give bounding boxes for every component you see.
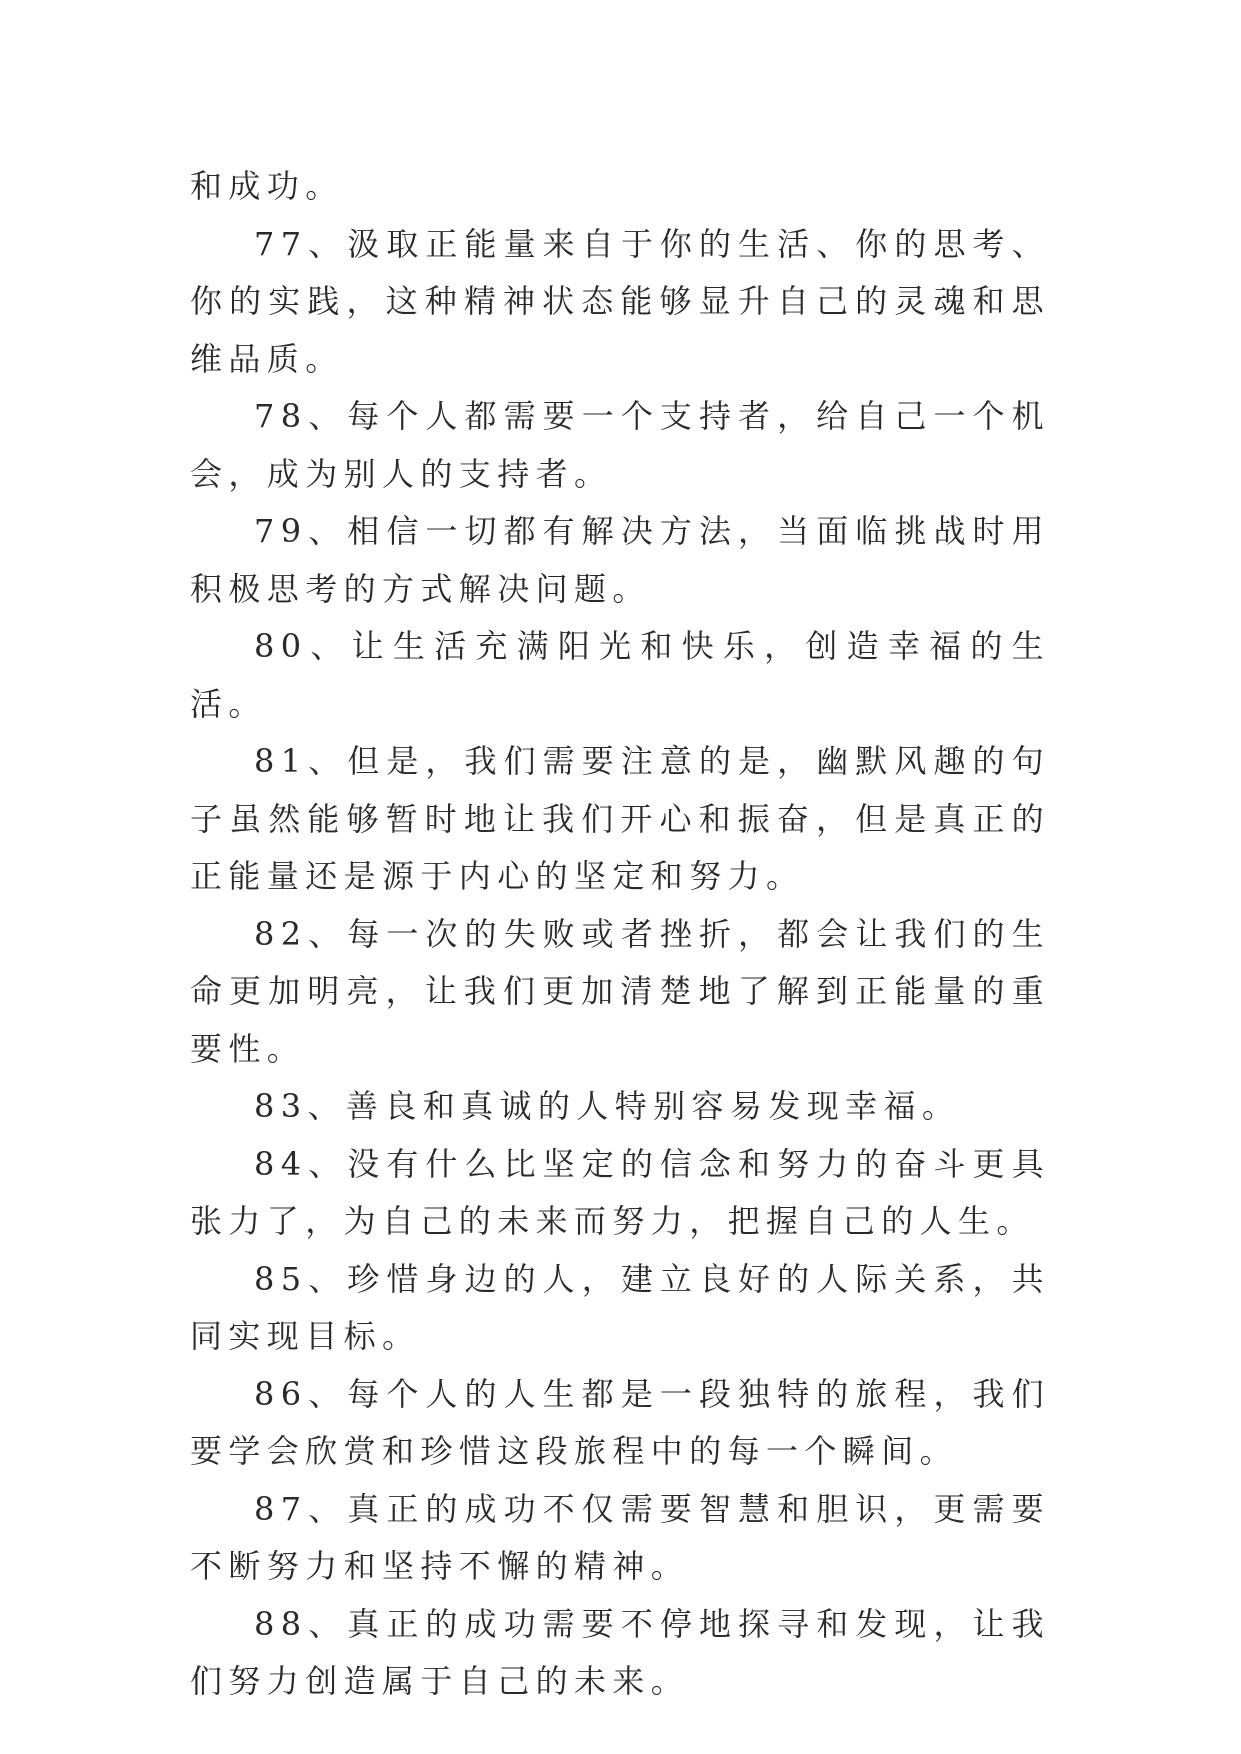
paragraph-83: 83、善良和真诚的人特别容易发现幸福。 <box>254 1087 961 1125</box>
paragraph-84: 84、没有什么比坚定的信念和努力的奋斗更具张力了，为自己的未来而努力，把握自己的人生。 <box>190 1144 1050 1240</box>
paragraph-78: 78、每个人都需要一个支持者，给自己一个机会，成为别人的支持者。 <box>190 397 1050 493</box>
paragraph-continuation: 和成功。 <box>190 167 344 205</box>
paragraph-87: 87、真正的成功不仅需要智慧和胆识，更需要不断努力和坚持不懈的精神。 <box>190 1489 1050 1585</box>
paragraph-80: 80、让生活充满阳光和快乐，创造幸福的生活。 <box>190 627 1050 723</box>
paragraph-88: 88、真正的成功需要不停地探寻和发现，让我们努力创造属于自己的未来。 <box>190 1604 1050 1700</box>
paragraph-82: 82、每一次的失败或者挫折，都会让我们的生命更加明亮，让我们更加清楚地了解到正能量的重要性。 <box>190 914 1050 1068</box>
paragraph-85: 85、珍惜身边的人，建立良好的人际关系，共同实现目标。 <box>190 1259 1050 1355</box>
paragraph-77: 77、汲取正能量来自于你的生活、你的思考、你的实践，这种精神状态能够显升自己的灵魂和思维品质。 <box>190 224 1050 378</box>
paragraph-86: 86、每个人的人生都是一段独特的旅程，我们要学会欣赏和珍惜这段旅程中的每一个瞬间。 <box>190 1374 1050 1470</box>
paragraph-81: 81、但是，我们需要注意的是，幽默风趣的句子虽然能够暂时地让我们开心和振奋，但是真正的正能量还是源于内心的坚定和努力。 <box>190 742 1050 895</box>
document-body <box>190 158 1050 1711</box>
paragraph-79: 79、相信一切都有解决方法，当面临挑战时用积极思考的方式解决问题。 <box>190 512 1050 608</box>
